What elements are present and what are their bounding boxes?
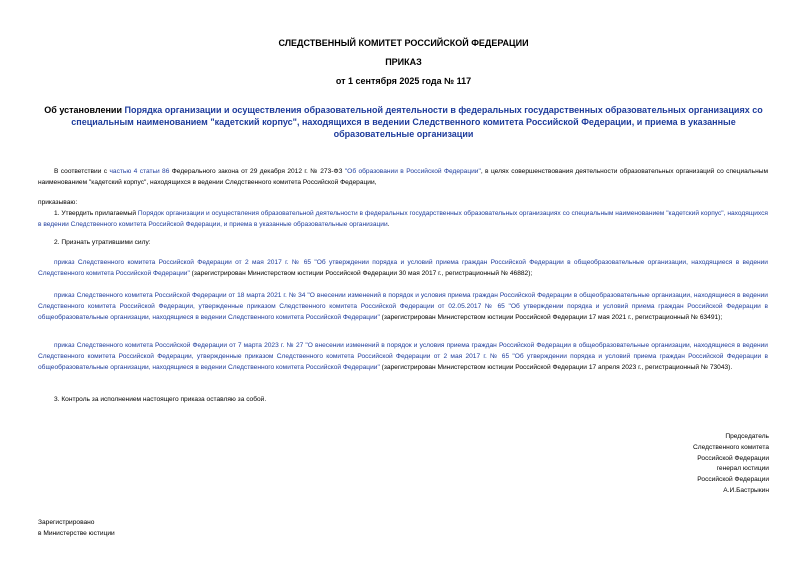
signature-name: А.И.Бастрыкин: [723, 486, 769, 494]
repeal-3-link[interactable]: приказ Следственного комитета Российской Федерации от 7 марта 2023 г. № 27 "О внесении изменений в порядок и условия приема граждан Российской Федерации в общеобразовательные организации, находящиеся в ведении Следственного комитета Российской Федерации, утвержденные приказом Следственного комитета Российской Федерации от 2 мая 2017 г. № 65 "Об утверждении порядка и условий приема граждан Российской Федерации в общеобразовательные организации, находящиеся в ведении Следственного комитета Российской Федерации": [38, 342, 768, 371]
repeal-3-paragraph: [38, 340, 768, 373]
repeal-1-link[interactable]: приказ Следственного комитета Российской Федерации от 2 мая 2017 г. № 65 "Об утверждении порядка и условий приема граждан Российской Федерации в общеобразовательные организации, находящиеся в ведении Следственного комитета Российской Федерации": [38, 259, 768, 277]
signature-position: Председатель: [725, 433, 769, 440]
repeal-1-suffix: (зарегистрирован Министерством юстиции Российской Федерации 30 мая 2017 г., регистрационный № 46882);: [189, 270, 533, 277]
registration-line-2: в Министерстве юстиции: [38, 530, 115, 537]
signature-country: Российской Федерации: [697, 454, 769, 462]
preamble-paragraph: [38, 166, 768, 188]
signature-rank-country: Российской Федерации: [697, 476, 769, 484]
preamble-suffix: , в целях совершенствования деятельности образовательных организаций со специальным наименованием "кадетский корпус", находящихся в ведении Следственного комитета Российской Федерации,: [38, 168, 768, 186]
item-1-paragraph: [38, 208, 768, 230]
date-number-heading: от 1 сентября 2025 года № 117: [335, 76, 472, 86]
title-link[interactable]: Порядка организации и осуществления образовательной деятельности в федеральных государственных образовательных организациях со специальным наименованием "кадетский корпус", находящихся в ведении Следственного комитета Российской Федерации, и приема в указанные образовательные организации: [71, 105, 763, 139]
document-title: [40, 104, 767, 140]
item-3-paragraph: 3. Контроль за исполнением настоящего приказа оставляю за собой.: [54, 396, 267, 403]
preamble-prefix: В соответствии с: [54, 168, 110, 175]
title-prefix: Об установлении: [44, 105, 125, 115]
signature-block: [693, 432, 769, 497]
registration-block: [38, 517, 115, 539]
repeal-3-suffix: (зарегистрирован Министерством юстиции Российской Федерации 17 апреля 2023 г., регистрационный № 73043).: [379, 364, 733, 371]
committee-heading: СЛЕДСТВЕННЫЙ КОМИТЕТ РОССИЙСКОЙ ФЕДЕРАЦИИ: [278, 38, 529, 48]
preamble-law-title-link[interactable]: "Об образовании в Российской Федерации": [344, 168, 481, 175]
item-2-paragraph: 2. Признать утратившими силу:: [54, 239, 151, 246]
order-word: приказываю:: [38, 199, 78, 206]
repeal-1-paragraph: [38, 257, 768, 279]
signature-rank: генерал юстиции: [716, 465, 769, 473]
signature-org: Следственного комитета: [693, 443, 769, 451]
preamble-middle: Федерального закона от 29 декабря 2012 г. № 273-ФЗ: [169, 168, 345, 175]
registration-line-1: Зарегистрировано: [38, 519, 95, 526]
repeal-2-suffix: (зарегистрирован Министерством юстиции Российской Федерации 17 мая 2021 г., регистрационный № 63491);: [379, 314, 723, 321]
item-1-procedure-link[interactable]: Порядок организации и осуществления образовательной деятельности в федеральных государственных образовательных организациях со специальным наименованием "кадетский корпус", находящихся в ведении Следственного комитета Российской Федерации, и приема в указанные образовательные организации: [38, 210, 768, 228]
item-1-prefix: 1. Утвердить прилагаемый: [54, 210, 138, 217]
repeal-2-link[interactable]: приказ Следственного комитета Российской Федерации от 18 марта 2021 г. № 34 "О внесении изменений в порядок и условия приема граждан Российской Федерации в общеобразовательные организации, находящиеся в ведении Следственного комитета Российской Федерации, утвержденные приказом Следственного комитета Российской Федерации от 02.05.2017 № 65 "Об утверждении порядка и условий приема граждан Российской Федерации в общеобразовательные организации, находящиеся в ведении Следственного комитета Российской Федерации": [38, 292, 768, 321]
item-1-suffix: .: [387, 221, 390, 228]
doc-type-heading: ПРИКАЗ: [385, 57, 422, 67]
preamble-law-part-link[interactable]: частью 4 статьи 86: [109, 168, 170, 175]
repeal-2-paragraph: [38, 290, 768, 323]
